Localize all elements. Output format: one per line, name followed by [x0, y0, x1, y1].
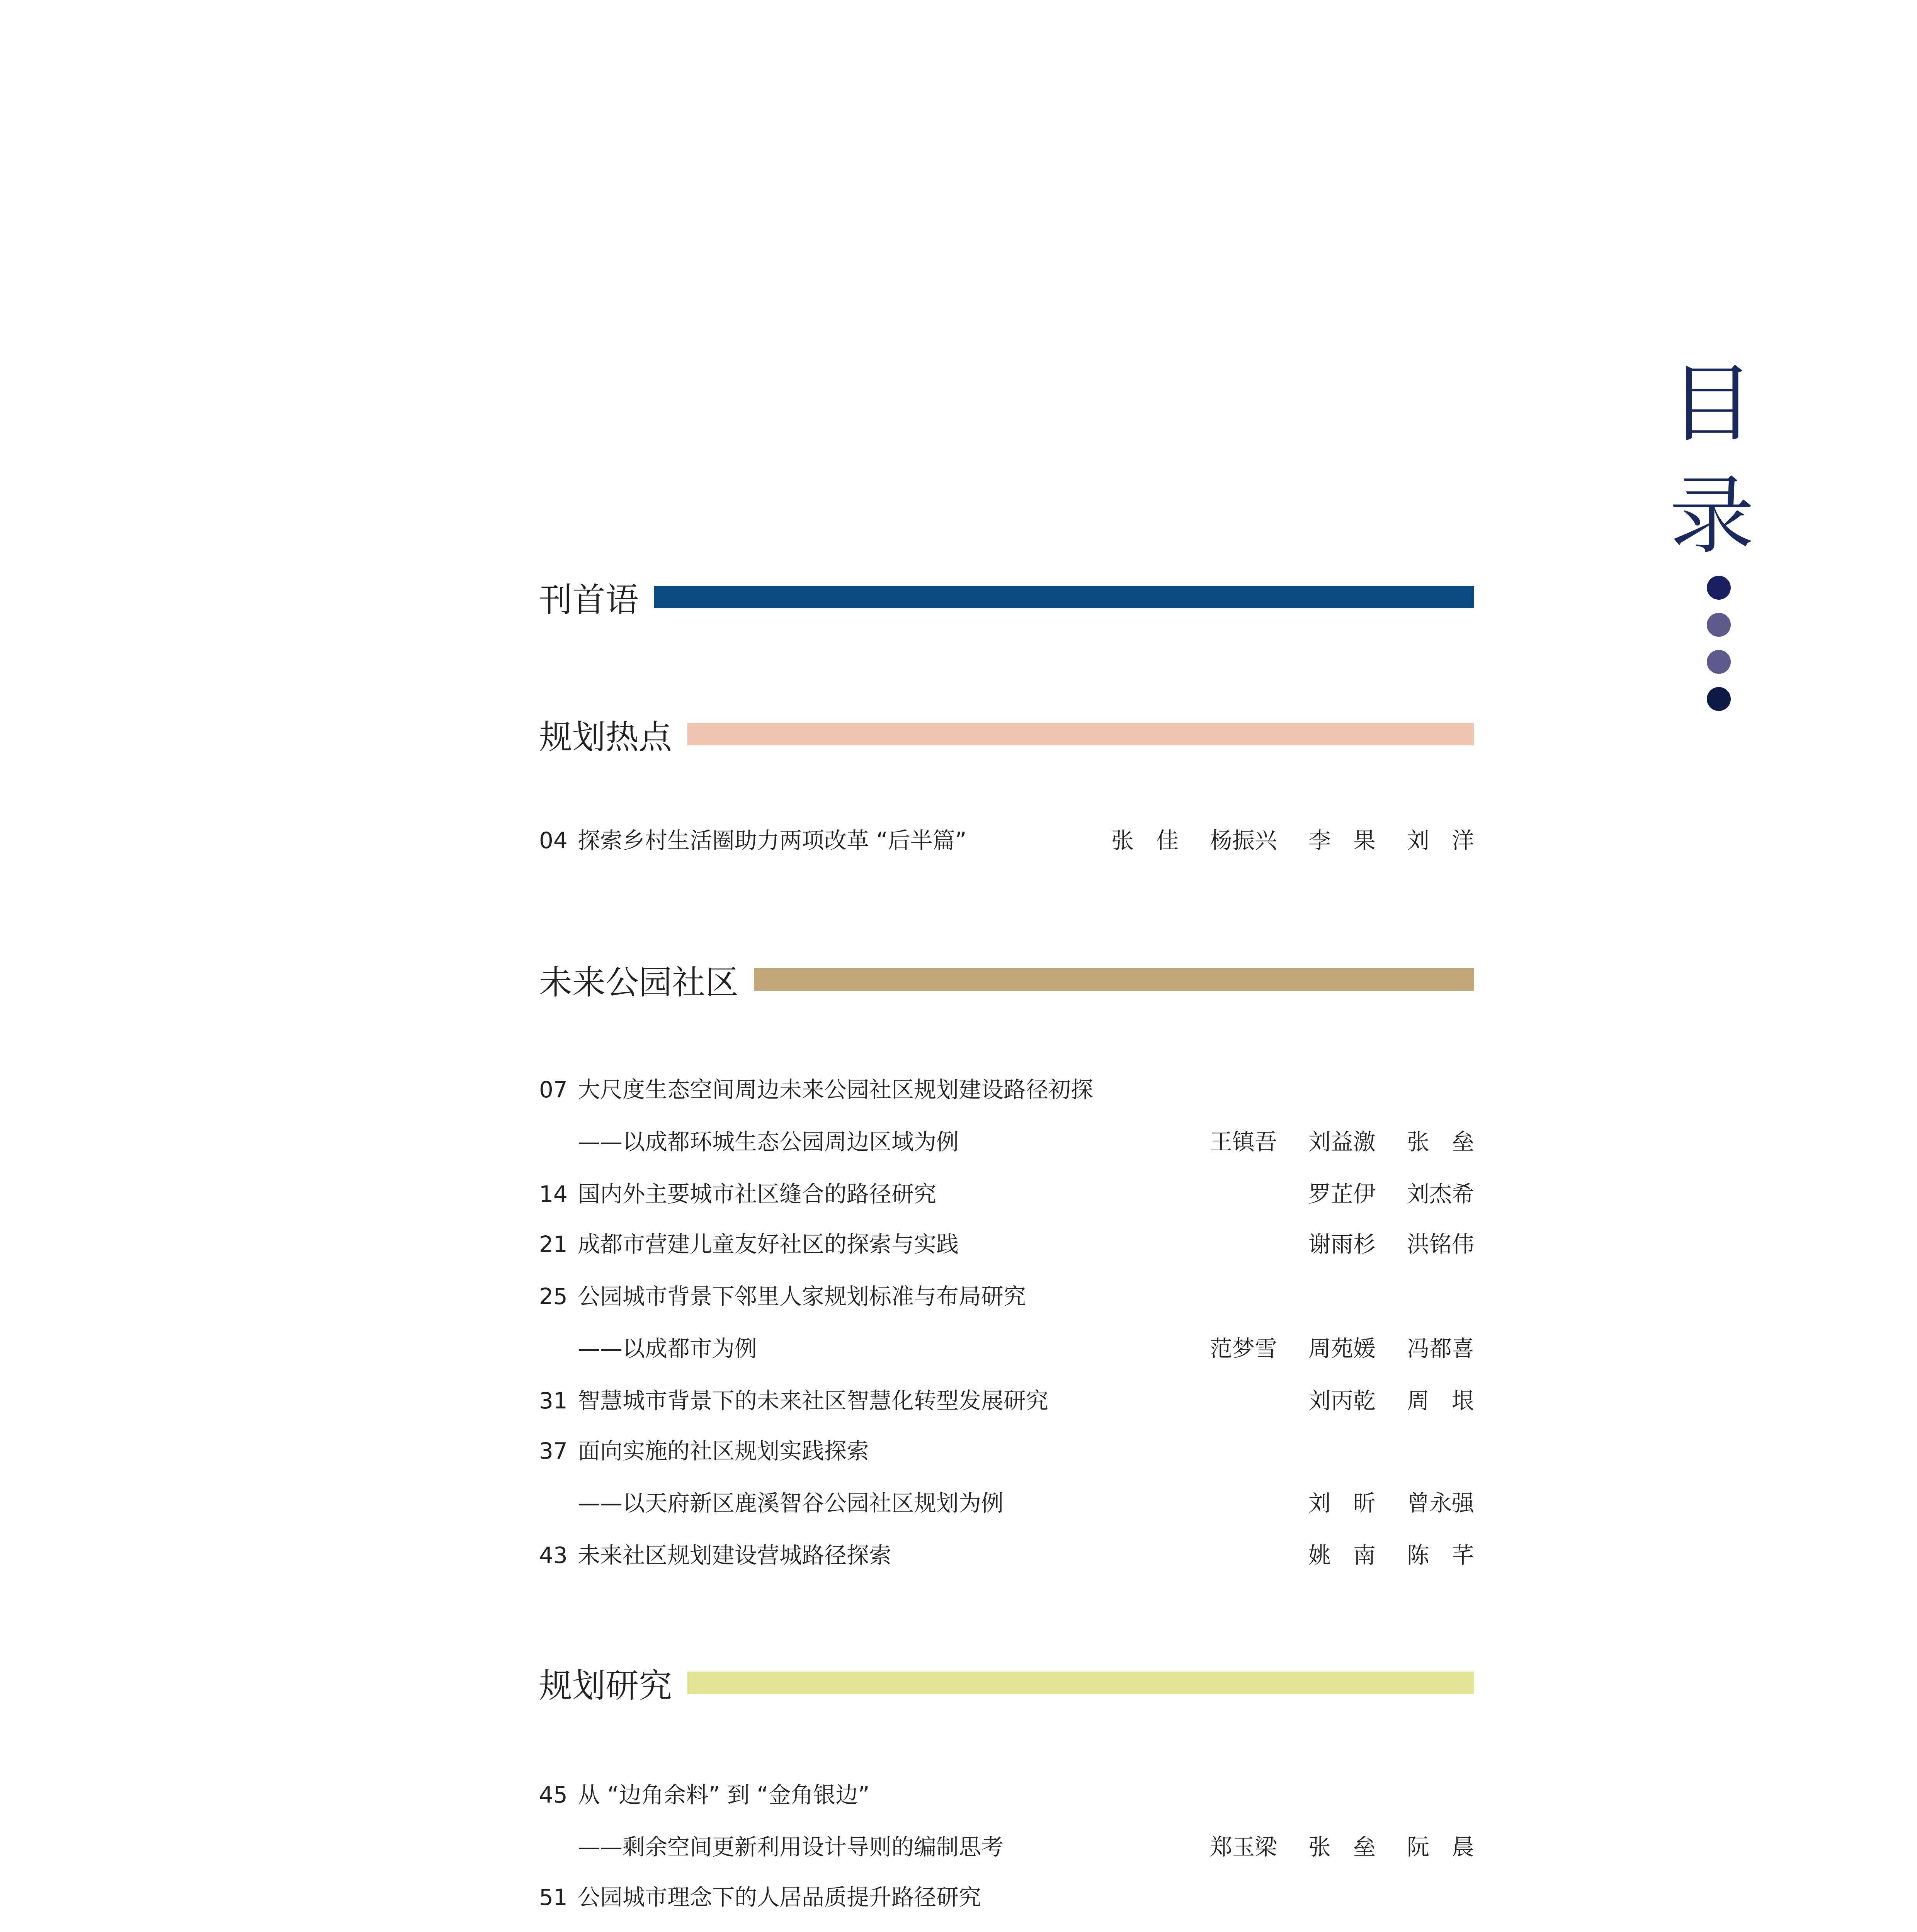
entry-authors [1179, 1329, 1474, 1368]
entry-subtitle: ——剩余空间更新利用设计导则的编制思考 [578, 1834, 1004, 1860]
entry-page-number: 04 [539, 827, 568, 854]
entry-page-number: 21 [539, 1231, 568, 1257]
section-heading [539, 1662, 1474, 1704]
author-name: 李 果 [1308, 827, 1376, 854]
toc-entry[interactable] [539, 1070, 1474, 1109]
toc-entry[interactable] [539, 1484, 1474, 1522]
toc-entry[interactable] [539, 1776, 1474, 1814]
dot-2 [1707, 613, 1731, 637]
author-name: 刘杰希 [1407, 1181, 1474, 1207]
section-heading [539, 576, 1474, 618]
toc-entry[interactable] [539, 1828, 1474, 1866]
entry-authors [1277, 1381, 1474, 1420]
author-name: 洪铭伟 [1407, 1231, 1474, 1257]
author-name: 刘 洋 [1407, 827, 1474, 854]
entry-title: 从 “边角余料” 到 “金角银边” [578, 1782, 870, 1808]
toc-entry[interactable] [539, 821, 1474, 860]
entry-title: 面向实施的社区规划实践探索 [578, 1438, 869, 1464]
author-name: 周苑媛 [1308, 1335, 1376, 1362]
toc-entry[interactable] [539, 1878, 1474, 1917]
entry-title: 智慧城市背景下的未来社区智慧化转型发展研究 [578, 1388, 1049, 1414]
entry-subtitle [578, 1930, 824, 1932]
author-name: 张 佳 [1111, 827, 1179, 854]
author-name: 姚 南 [1308, 1542, 1376, 1568]
entry-page-number: 51 [539, 1884, 568, 1910]
entry-page-number: 45 [539, 1782, 568, 1808]
entry-page-number: 25 [539, 1283, 568, 1310]
section-label: 未来公园社区 [539, 963, 738, 1002]
author-name: 谢雨杉 [1308, 1231, 1376, 1257]
entry-title: 公园城市背景下邻里人家规划标准与布局研究 [578, 1283, 1026, 1310]
toc-entry[interactable] [539, 1381, 1474, 1420]
entry-title: 国内外主要城市社区缝合的路径研究 [578, 1181, 937, 1207]
entry-page-number: 31 [539, 1388, 568, 1414]
toc-entry[interactable] [539, 1432, 1474, 1470]
author-name: 杨振兴 [1209, 827, 1277, 854]
section-color-bar [754, 968, 1474, 991]
toc-entry[interactable] [539, 1277, 1474, 1316]
entry-page-number: 07 [539, 1077, 568, 1103]
entry-page-number: 43 [539, 1542, 568, 1568]
entry-page-number: 37 [539, 1438, 568, 1464]
dot-4 [1707, 687, 1731, 711]
entry-subtitle: ——以天府新区鹿溪智谷公园社区规划为例 [578, 1490, 1004, 1516]
dot-3 [1707, 650, 1731, 674]
author-name [1277, 1930, 1376, 1932]
author-name: 刘丙乾 [1308, 1388, 1376, 1414]
decorative-dots [1703, 576, 1734, 724]
author-name [1179, 1930, 1277, 1932]
author-name: 周 垠 [1407, 1388, 1474, 1414]
toc-entry[interactable] [539, 1175, 1474, 1213]
author-name: 罗芷伊 [1308, 1181, 1376, 1207]
toc-entry[interactable] [539, 1930, 1474, 1932]
author-name: 曾永强 [1407, 1490, 1474, 1516]
section-heading [539, 713, 1474, 755]
author-name: 冯都喜 [1407, 1335, 1474, 1362]
entry-authors [1277, 1175, 1474, 1213]
toc-entry[interactable] [539, 1536, 1474, 1575]
entry-authors [1080, 821, 1474, 860]
entry-page-number: 14 [539, 1181, 568, 1207]
entry-title: 成都市营建儿童友好社区的探索与实践 [578, 1231, 959, 1257]
entry-authors [1277, 1225, 1474, 1264]
author-name: 范梦雪 [1209, 1335, 1277, 1362]
dot-1 [1707, 576, 1731, 600]
section-color-bar [654, 586, 1474, 608]
section-heading [539, 958, 1474, 1001]
entry-title: 公园城市理念下的人居品质提升路径研究 [578, 1884, 981, 1910]
toc-entry[interactable] [539, 1329, 1474, 1368]
entry-authors [1179, 1122, 1474, 1161]
toc-title [1669, 348, 1755, 572]
entry-title: 探索乡村生活圈助力两项改革 “后半篇” [578, 827, 967, 854]
author-name: 郑玉梁 [1209, 1834, 1277, 1860]
author-name: 刘益激 [1308, 1129, 1376, 1155]
entry-authors [1277, 1536, 1474, 1575]
author-name: 张 垒 [1308, 1834, 1376, 1860]
section-color-bar [687, 723, 1474, 745]
author-name: 刘 昕 [1308, 1490, 1376, 1516]
author-name: 陈 芊 [1407, 1542, 1474, 1568]
entry-title: 大尺度生态空间周边未来公园社区规划建设路径初探 [578, 1077, 1094, 1103]
toc-entry[interactable] [539, 1225, 1474, 1264]
toc-entry[interactable] [539, 1122, 1474, 1161]
section-label: 规划研究 [539, 1667, 672, 1705]
entry-subtitle: ——以成都环城生态公园周边区域为例 [578, 1129, 959, 1155]
section-label: 规划热点 [539, 718, 672, 757]
section-label: 刊首语 [539, 581, 639, 619]
entry-authors [1277, 1484, 1474, 1522]
toc-title-char-2: 录 [1669, 466, 1755, 565]
author-name [1376, 1930, 1474, 1932]
entry-authors [1179, 1930, 1474, 1932]
section-color-bar [687, 1672, 1474, 1694]
entry-subtitle: ——以成都市为例 [578, 1335, 757, 1362]
author-name: 阮 晨 [1407, 1834, 1474, 1860]
toc-title-char-1: 目 [1669, 354, 1755, 453]
author-name: 王镇吾 [1209, 1129, 1277, 1155]
entry-authors [1179, 1828, 1474, 1866]
author-name: 张 垒 [1407, 1129, 1474, 1155]
entry-title: 未来社区规划建设营城路径探索 [578, 1542, 892, 1568]
